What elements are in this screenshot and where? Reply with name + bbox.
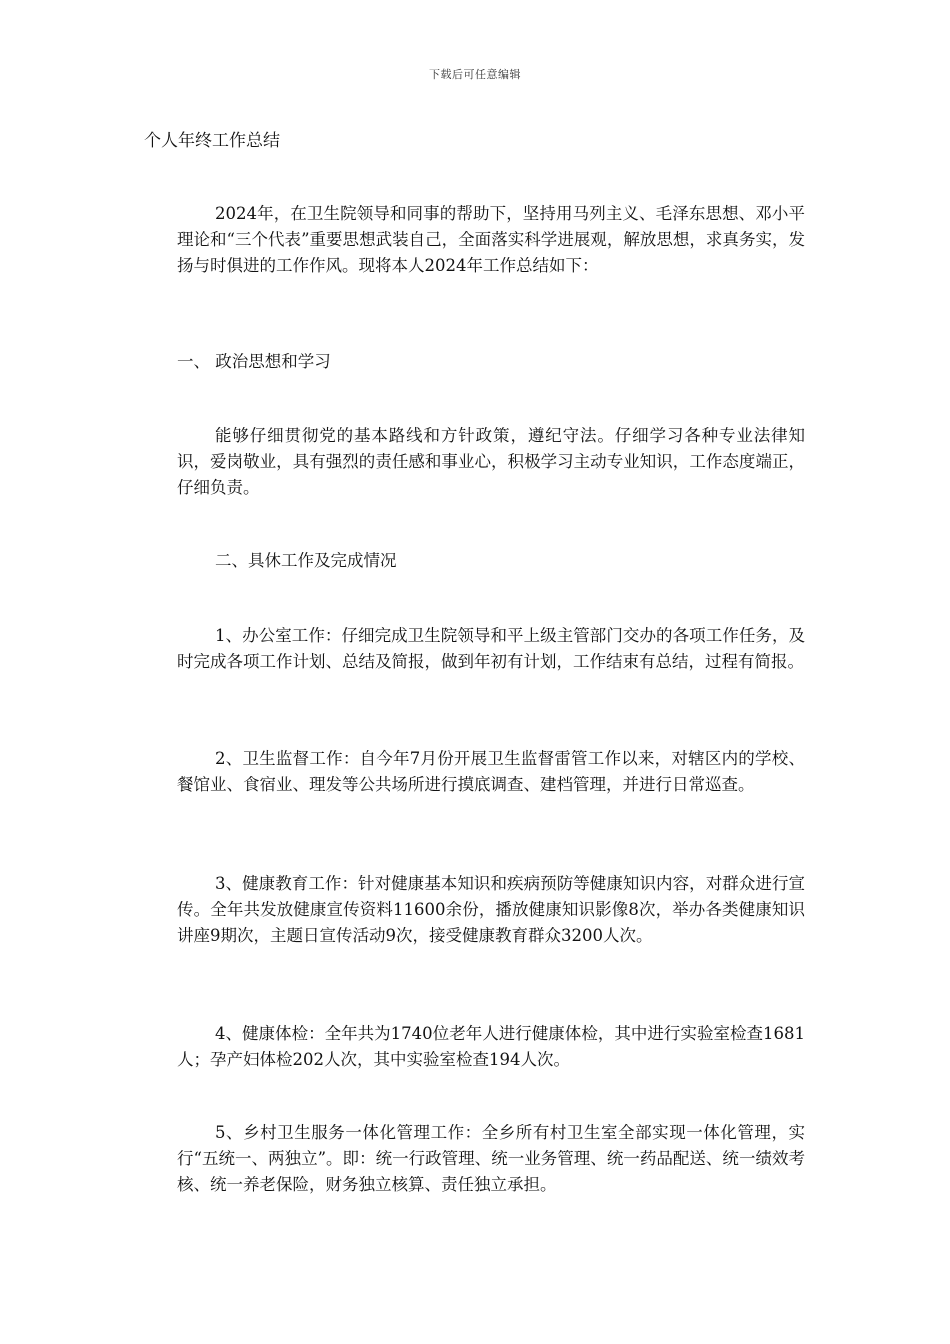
work-item-supervision: 2、卫生监督工作：自今年7月份开展卫生监督雷管工作以来，对辖区内的学校、餐馆业、食宿业、理发等公共场所进行摸底调查、建档管理，并进行日常巡查。 [177,749,805,794]
work-item-office: 1、办公室工作：仔细完成卫生院领导和平上级主管部门交办的各项工作任务，及时完成各项工作计划、总结及简报，做到年初有计划，工作结束有总结，过程有简报。 [177,626,805,671]
section-body-politics: 能够仔细贯彻党的基本路线和方针政策，遵纪守法。仔细学习各种专业法律知识，爱岗敬业，具有强烈的责任感和事业心，积极学习主动专业知识，工作态度端正，仔细负责。 [177,426,805,497]
page-header-note: 下载后可任意编辑 [429,68,521,81]
intro-paragraph: 2024年，在卫生院领导和同事的帮助下，坚持用马列主义、毛泽东思想、邓小平理论和“三个代表”重要思想武装自己，全面落实科学进展观，解放思想，求真务实，发扬与时俱进的工作作风。现将本人2024年工作总结如下： [177,204,805,275]
work-item-health-education: 3、健康教育工作：针对健康基本知识和疾病预防等健康知识内容，对群众进行宣传。全年共发放健康宣传资料11600余份，播放健康知识影像8次，举办各类健康知识讲座9期次，主题日宣传活动9次，接受健康教育群众3200人次。 [177,874,805,945]
work-item-rural-integration: 5、乡村卫生服务一体化管理工作：全乡所有村卫生室全部实现一体化管理，实行“五统一、两独立”。即：统一行政管理、统一业务管理、统一药品配送、统一绩效考核、统一养老保险，财务独立核算、责任独立承担。 [177,1123,805,1194]
section-heading-work: 二、具休工作及完成情况 [215,551,397,570]
section-heading-politics: 一、 政治思想和学习 [177,352,331,371]
document-title: 个人年终工作总结 [144,131,280,151]
work-item-health-checkup: 4、健康体检：全年共为1740位老年人进行健康体检，其中进行实验室检查1681人；孕产妇体检202人次，其中实验室检查194人次。 [177,1024,805,1069]
